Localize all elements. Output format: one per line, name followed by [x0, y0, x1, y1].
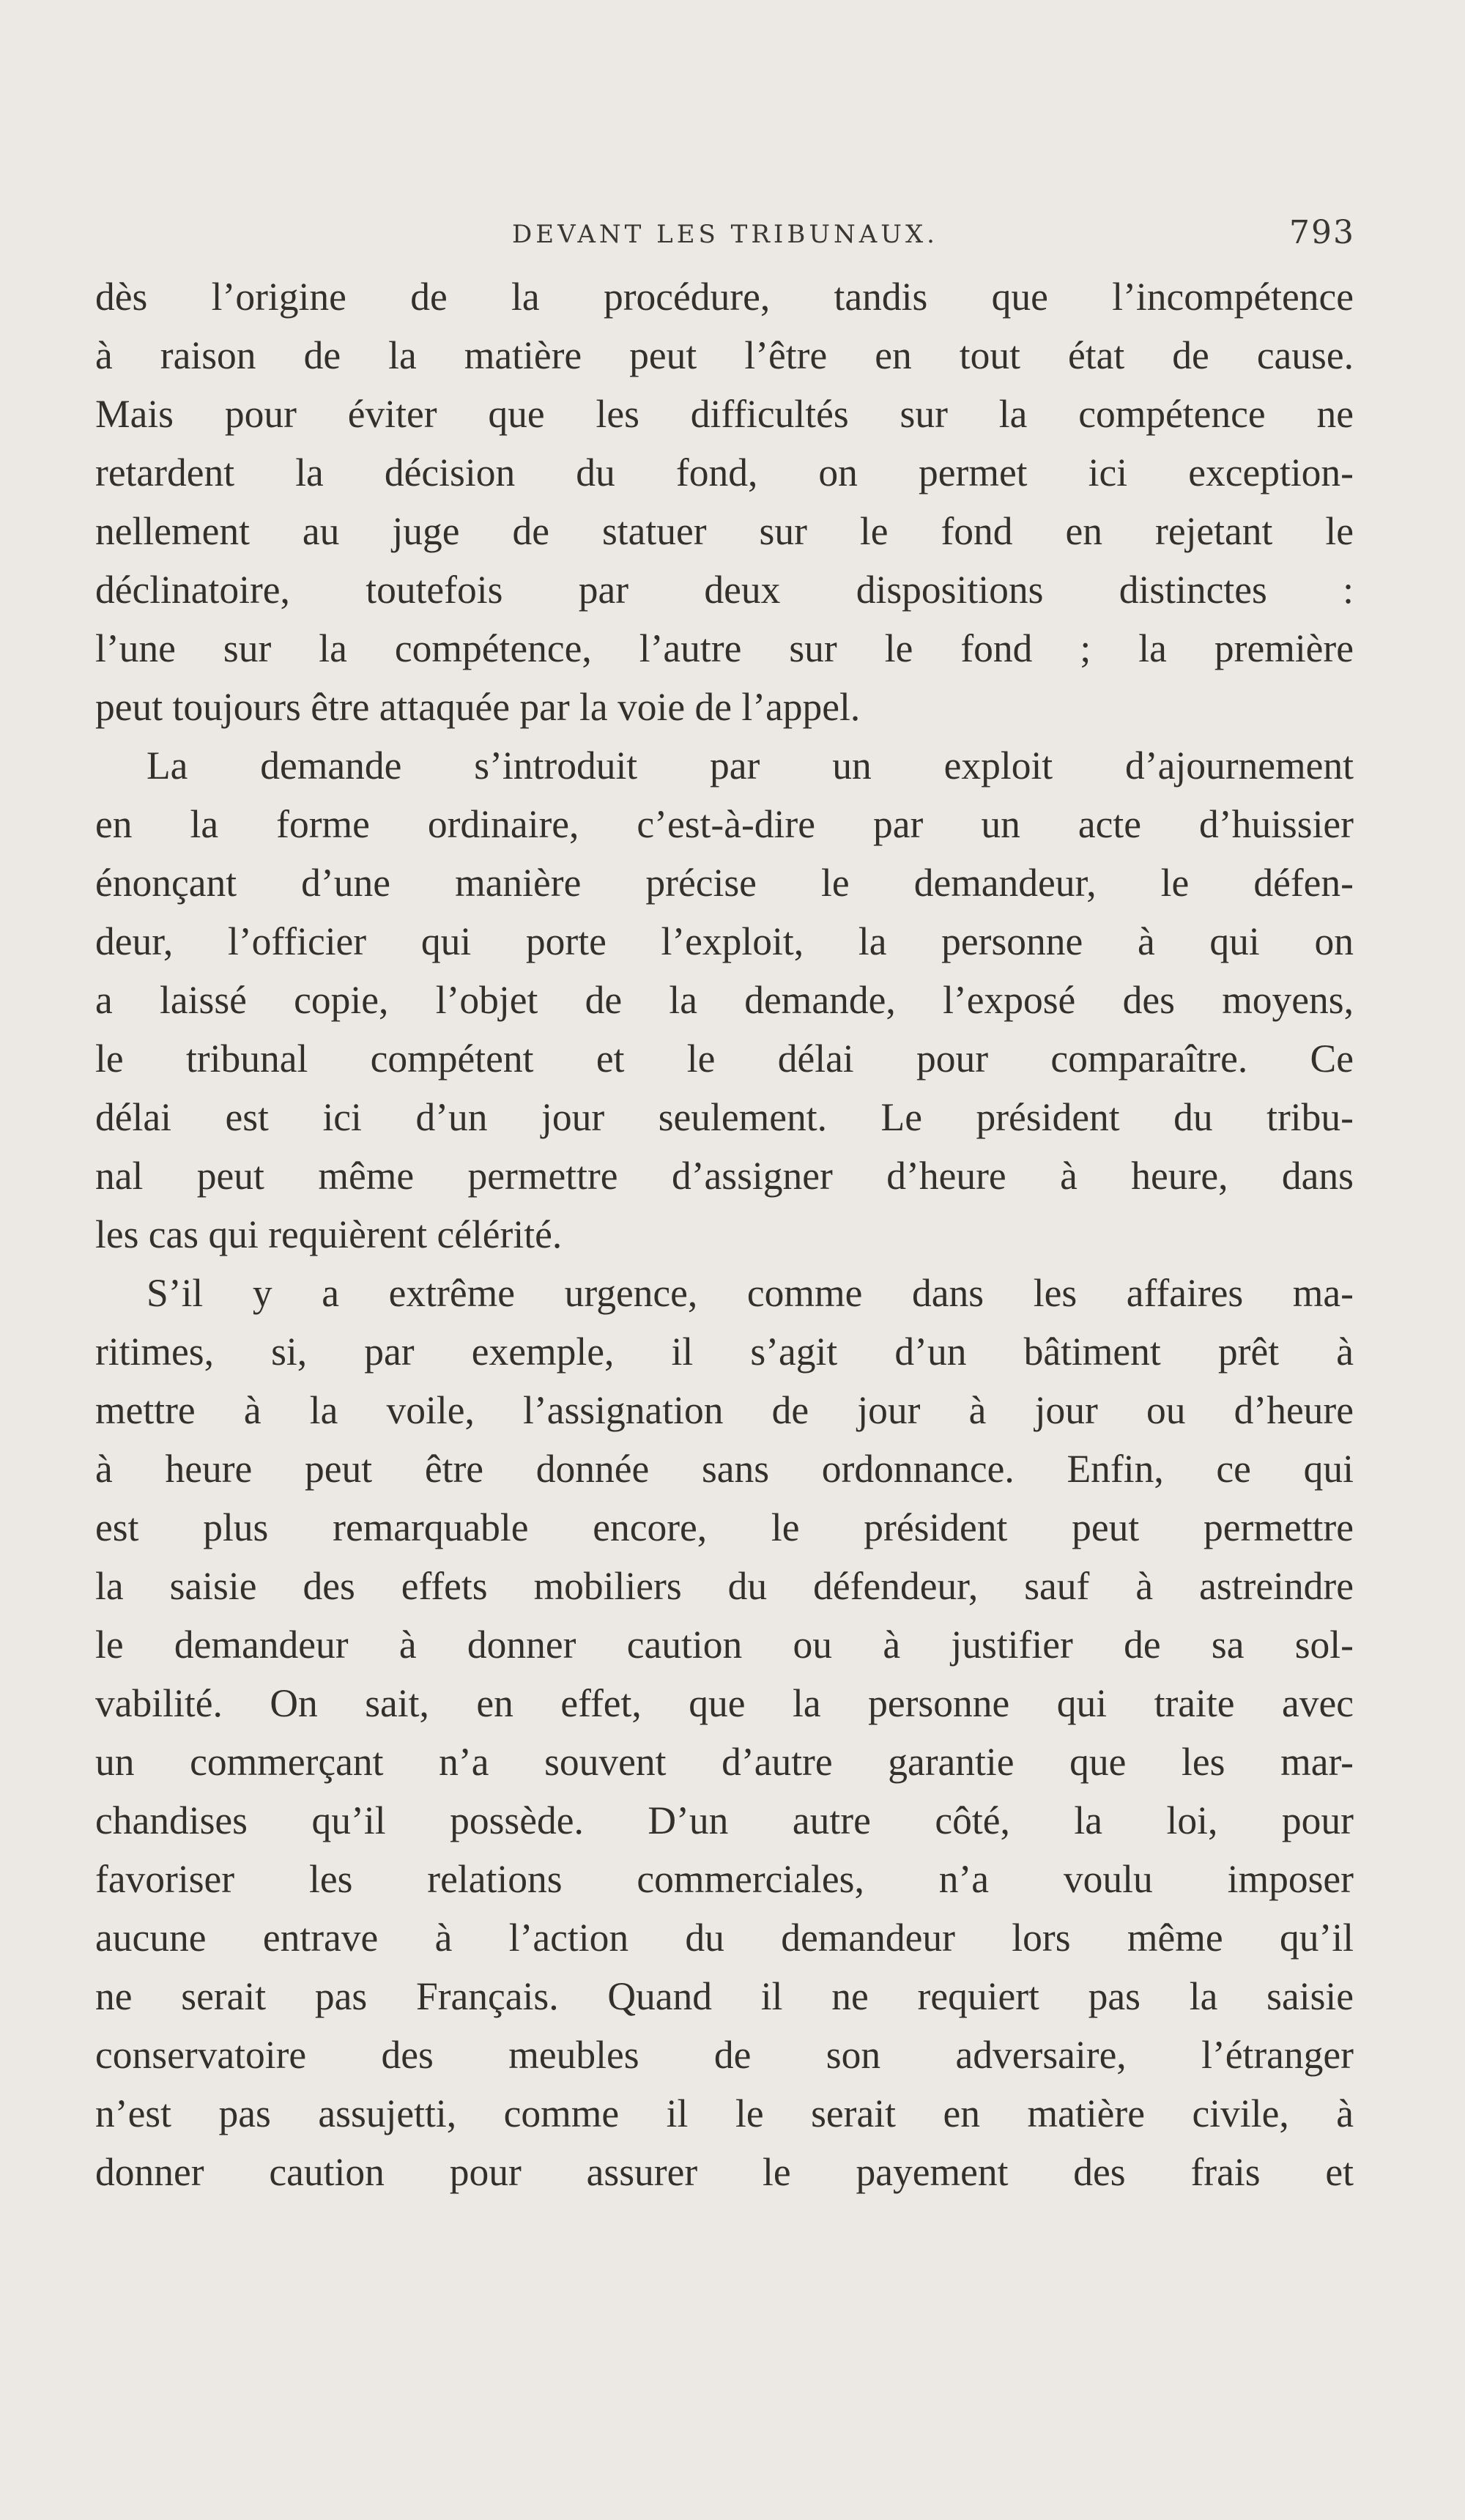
- text-line: n’est pas assujetti, comme il le serait en matière civile, à: [95, 2091, 1354, 2135]
- text-line: ne serait pas Français. Quand il ne requiert pas la saisie: [95, 1974, 1354, 2018]
- text-line: les cas qui requièrent célérité.: [95, 1212, 563, 1256]
- text-line: a laissé copie, l’objet de la demande, l’exposé des moyens,: [95, 978, 1354, 1022]
- body-text: [95, 267, 1354, 2201]
- text-line: mettre à la voile, l’assignation de jour à jour ou d’heure: [95, 1388, 1354, 1432]
- text-line: retardent la décision du fond, on permet ici exception-: [95, 451, 1354, 494]
- text-line: donner caution pour assurer le payement des frais et: [95, 2150, 1354, 2194]
- text-line: aucune entrave à l’action du demandeur lors même qu’il: [95, 1916, 1354, 1960]
- text-line: vabilité. On sait, en effet, que la personne qui traite avec: [95, 1681, 1354, 1725]
- text-line: le tribunal compétent et le délai pour comparaître. Ce: [95, 1037, 1354, 1081]
- text-line: dès l’origine de la procédure, tandis que l’incompétence: [95, 275, 1354, 319]
- text-line: déclinatoire, toutefois par deux dispositions distinctes :: [95, 568, 1354, 612]
- text-line: deur, l’officier qui porte l’exploit, la personne à qui on: [95, 919, 1354, 963]
- text-line: Mais pour éviter que les difficultés sur la compétence ne: [95, 392, 1354, 436]
- text-line: conservatoire des meubles de son adversaire, l’étranger: [95, 2033, 1354, 2077]
- text-line: nal peut même permettre d’assigner d’heure à heure, dans: [95, 1154, 1354, 1198]
- text-line: ritimes, si, par exemple, il s’agit d’un bâtiment prêt à: [95, 1330, 1354, 1374]
- running-title: DEVANT LES TRIBUNAUX.: [512, 220, 938, 249]
- text-line: un commerçant n’a souvent d’autre garantie que les mar-: [95, 1740, 1354, 1784]
- running-head: [95, 212, 1355, 256]
- text-line: peut toujours être attaquée par la voie de l’appel.: [95, 685, 861, 729]
- text-line: l’une sur la compétence, l’autre sur le fond ; la première: [95, 626, 1354, 670]
- text-line: favoriser les relations commerciales, n’a voulu imposer: [95, 1857, 1354, 1901]
- text-line: à raison de la matière peut l’être en tout état de cause.: [95, 333, 1354, 377]
- text-line: nellement au juge de statuer sur le fond en rejetant le: [95, 509, 1354, 553]
- text-line: le demandeur à donner caution ou à justifier de sa sol-: [95, 1623, 1354, 1667]
- text-line: est plus remarquable encore, le président peut permettre: [95, 1505, 1354, 1549]
- text-line: en la forme ordinaire, c’est-à-dire par un acte d’huissier: [95, 802, 1354, 846]
- text-line: chandises qu’il possède. D’un autre côté, la loi, pour: [95, 1798, 1354, 1842]
- text-line: délai est ici d’un jour seulement. Le président du tribu-: [95, 1095, 1354, 1139]
- text-line: énonçant d’une manière précise le demandeur, le défen-: [95, 861, 1354, 905]
- text-line: La demande s’introduit par un exploit d’ajournement: [146, 744, 1354, 788]
- text-line: à heure peut être donnée sans ordonnance. Enfin, ce qui: [95, 1447, 1354, 1491]
- text-line: S’il y a extrême urgence, comme dans les affaires ma-: [146, 1271, 1354, 1315]
- text-line: la saisie des effets mobiliers du défendeur, sauf à astreindre: [95, 1564, 1354, 1608]
- page-number: 793: [1289, 214, 1355, 251]
